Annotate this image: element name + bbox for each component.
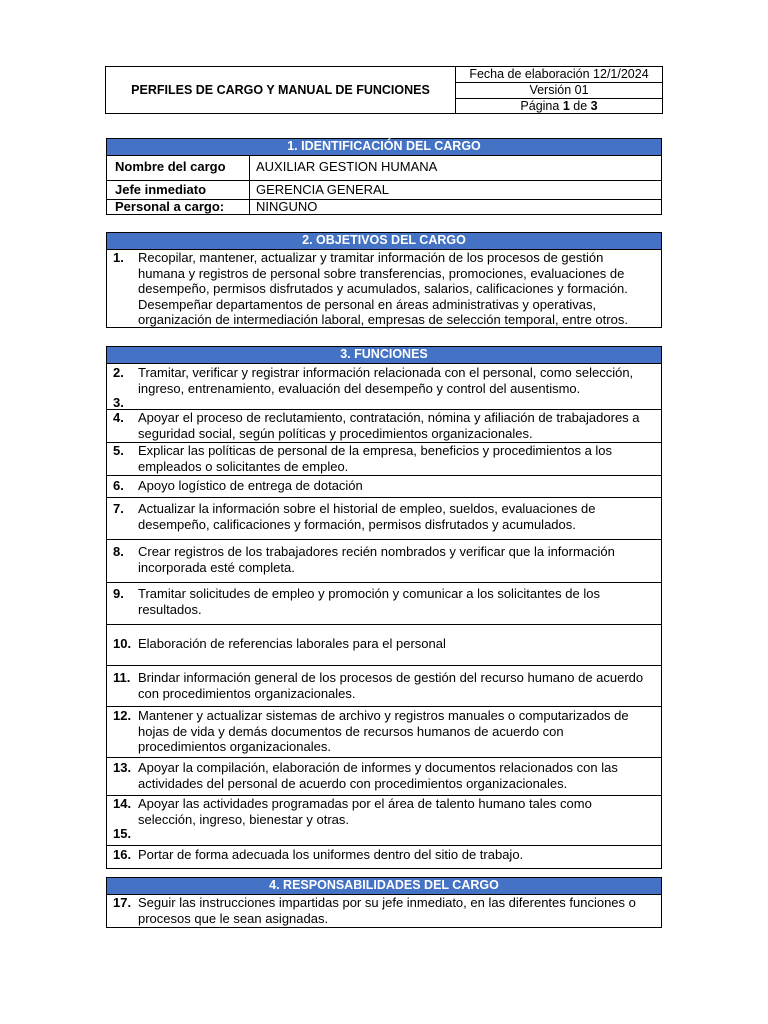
item-text: Apoyo logístico de entrega de dotación: [138, 478, 363, 493]
page-total: 3: [590, 99, 598, 113]
item-number: 17.: [113, 895, 132, 910]
list-item: [107, 706, 661, 758]
fecha-elaboracion: Fecha de elaboración 12/1/2024: [456, 67, 662, 83]
list-item: [107, 665, 661, 707]
table-row: [107, 155, 661, 181]
item-text: Actualizar la información sobre el historial de empleo, sueldos, evaluaciones de desempeño, calificaciones y formación, permisos disfrutados y acumulados.: [138, 501, 596, 532]
item-number: 13.: [113, 760, 132, 775]
list-item: [107, 539, 661, 583]
item-number: 8.: [113, 544, 124, 559]
field-value: GERENCIA GENERAL: [256, 182, 389, 197]
field-value: AUXILIAR GESTION HUMANA: [256, 159, 438, 174]
section-objetivos: [106, 232, 662, 328]
section-title: 2. OBJETIVOS DEL CARGO: [107, 233, 661, 250]
objective-text: Recopilar, mantener, actualizar y tramitar información de los procesos de gestión humana y registros de personal sobre transferencias, promociones, evaluaciones de desempeño, permisos disfrutados y acumulados, salarios, calificaciones y formación. Desempeñar departamentos de personal en áreas administrativas y operativas, organización de intermediación laboral, empresas de selección temporal, entre otros.: [138, 250, 628, 327]
section-identificacion: [106, 138, 662, 215]
item-number: 2.: [113, 365, 124, 380]
item-number: 11.: [113, 670, 131, 685]
list-item: [107, 582, 661, 625]
list-item: [107, 409, 661, 443]
item-text: Mantener y actualizar sistemas de archivo y registros manuales o computarizados de hojas de vida y demás documentos de recursos humanos de acuerdo con procedimientos organizacionales.: [138, 708, 629, 754]
item-text: Tramitar, verificar y registrar información relacionada con el personal, como selección, ingreso, entrenamiento, evaluación del desempeño y control del ausentismo.: [138, 365, 634, 396]
list-item: [107, 475, 661, 498]
item-number: 4.: [113, 410, 124, 425]
item-text: Apoyar las actividades programadas por el área de talento humano tales como selección, ingreso, bienestar y otras.: [138, 796, 592, 827]
pagina: Página 1 de 3: [520, 99, 598, 113]
field-label: Personal a cargo:: [115, 199, 225, 214]
item-text: Portar de forma adecuada los uniformes dentro del sitio de trabajo.: [138, 847, 524, 862]
item-number: 16.: [113, 847, 132, 862]
item-number: 15.: [113, 826, 132, 841]
item-number: 7.: [113, 501, 124, 516]
section-title: 3. FUNCIONES: [107, 347, 661, 364]
item-number: 5.: [113, 443, 124, 458]
item-number: 12.: [113, 708, 132, 723]
list-item: [107, 363, 661, 410]
list-item: [107, 795, 661, 846]
list-item: [107, 497, 661, 540]
item-number: 1.: [113, 250, 124, 265]
list-item: [107, 442, 661, 476]
list-item: [107, 624, 661, 666]
table-row: [107, 199, 661, 214]
document-title: PERFILES DE CARGO Y MANUAL DE FUNCIONES: [106, 67, 456, 113]
page-number: 1: [562, 99, 570, 113]
document-header: [105, 66, 663, 114]
table-row: [107, 180, 661, 200]
item-text: Explicar las políticas de personal de la empresa, beneficios y procedimientos a los empleados o solicitantes de empleo.: [138, 443, 613, 474]
field-label: Jefe inmediato: [115, 182, 207, 197]
version: Versión 01: [456, 83, 662, 99]
list-item: [107, 757, 661, 796]
field-value: NINGUNO: [256, 199, 318, 214]
section-title: 1. IDENTIFICACIÓN DEL CARGO: [107, 139, 661, 156]
field-label: Nombre del cargo: [115, 159, 226, 174]
section-funciones: [106, 346, 662, 869]
list-item: [107, 845, 661, 868]
item-text: Seguir las instrucciones impartidas por su jefe inmediato, en las diferentes funciones o procesos que le sean asignadas.: [138, 895, 636, 926]
item-text: Brindar información general de los procesos de gestión del recurso humano de acuerdo con procedimientos organizacionales.: [138, 670, 644, 701]
item-number: 14.: [113, 796, 132, 811]
item-text: Apoyar el proceso de reclutamiento, contratación, nómina y afiliación de trabajadores a seguridad social, según políticas y procedimientos organizacionales.: [138, 410, 640, 441]
section-title: 4. RESPONSABILIDADES DEL CARGO: [107, 878, 661, 895]
item-number: 3.: [113, 395, 124, 410]
item-number: 6.: [113, 478, 124, 493]
item-text: Apoyar la compilación, elaboración de informes y documentos relacionados con las actividades del personal de acuerdo con procedimientos organizacionales.: [138, 760, 618, 791]
section-responsabilidades: [106, 877, 662, 928]
item-text: Crear registros de los trabajadores recién nombrados y verificar que la información incorporada esté completa.: [138, 544, 615, 575]
item-text: Tramitar solicitudes de empleo y promoción y comunicar a los solicitantes de los resultados.: [138, 586, 600, 617]
item-text: Elaboración de referencias laborales para el personal: [138, 636, 446, 651]
list-item: [107, 894, 661, 927]
item-number: 9.: [113, 586, 124, 601]
item-number: 10.: [113, 636, 132, 651]
